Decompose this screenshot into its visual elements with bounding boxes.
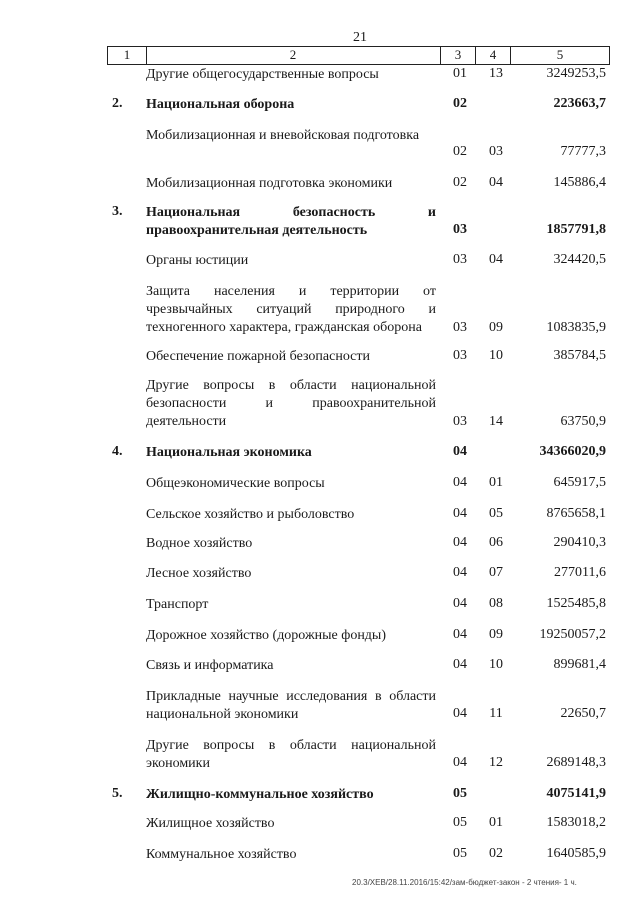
row-section-code: 05 [453, 815, 467, 830]
row-subsection-code: 01 [489, 815, 503, 830]
row-name: Сельское хозяйство и рыболовство [146, 507, 355, 522]
row-section-code: 04 [453, 565, 467, 580]
row-amount: 385784,5 [553, 348, 606, 363]
row-name: Мобилизационная подготовка экономики [146, 176, 393, 191]
row-amount: 8765658,1 [546, 506, 606, 521]
row-name: Водное хозяйство [146, 536, 253, 551]
row-amount: 1583018,2 [546, 815, 606, 830]
row-subsection-code: 07 [489, 565, 503, 580]
row-section-code: 02 [453, 96, 467, 111]
row-name: Другие общегосударственные вопросы [146, 67, 379, 82]
row-subsection-code: 03 [489, 144, 503, 159]
footer-note: 20.3/ХЕВ/28.11.2016/15:42/зам-бюджет-закон - 2 чтения- 1 ч. [352, 878, 577, 887]
row-section-code: 03 [453, 320, 467, 335]
row-subsection-code: 04 [489, 252, 503, 267]
row-subsection-code: 09 [489, 627, 503, 642]
row-name: Лесное хозяйство [146, 566, 252, 581]
row-section-code: 04 [453, 535, 467, 550]
row-subsection-code: 10 [489, 348, 503, 363]
row-amount: 2689148,3 [546, 755, 606, 770]
row-section-code: 04 [453, 444, 467, 459]
row-section-code: 04 [453, 506, 467, 521]
row-name: Мобилизационная и вневойсковая подготовка [146, 128, 420, 143]
header-col-5: 5 [511, 46, 610, 65]
row-amount: 1525485,8 [546, 596, 606, 611]
row-name: Жилищно-коммунальное хозяйство [146, 787, 374, 802]
row-subsection-code: 09 [489, 320, 503, 335]
row-subsection-code: 05 [489, 506, 503, 521]
row-amount: 3249253,5 [546, 66, 606, 81]
row-amount: 22650,7 [560, 706, 606, 721]
row-name: Другие вопросы в области национальной безопасности и правоохранительной деятельности [146, 378, 436, 429]
row-name: Транспорт [146, 597, 209, 612]
row-subsection-code: 01 [489, 475, 503, 490]
row-name: Национальная оборона [146, 97, 295, 112]
row-section-code: 02 [453, 175, 467, 190]
header-col-1: 1 [107, 46, 147, 65]
row-name: Другие вопросы в области национальной экономики [146, 738, 436, 771]
row-amount: 19250057,2 [539, 627, 606, 642]
row-section-code: 05 [453, 846, 467, 861]
row-subsection-code: 11 [489, 706, 503, 721]
row-name: Национальная экономика [146, 445, 312, 460]
row-amount: 34366020,9 [539, 444, 606, 459]
row-amount: 223663,7 [553, 96, 606, 111]
row-subsection-code: 12 [489, 755, 503, 770]
row-name: Коммунальное хозяйство [146, 847, 297, 862]
row-number: 3. [112, 204, 123, 219]
row-subsection-code: 06 [489, 535, 503, 550]
row-subsection-code: 08 [489, 596, 503, 611]
row-amount: 277011,6 [554, 565, 606, 580]
row-name: Защита населения и территории от чрезвычайных ситуаций природного и техногенного характера, гражданская оборона [146, 284, 436, 335]
row-name: Общеэкономические вопросы [146, 476, 325, 491]
row-section-code: 04 [453, 475, 467, 490]
row-section-code: 03 [453, 414, 467, 429]
row-section-code: 03 [453, 348, 467, 363]
row-section-code: 04 [453, 755, 467, 770]
row-name: Обеспечение пожарной безопасности [146, 349, 371, 364]
row-name: Жилищное хозяйство [146, 816, 275, 831]
row-section-code: 02 [453, 144, 467, 159]
row-amount: 290410,3 [553, 535, 606, 550]
row-name: Национальная безопасность и правоохранительная деятельность [146, 205, 436, 238]
row-number: 2. [112, 96, 123, 111]
row-amount: 145886,4 [553, 175, 606, 190]
row-section-code: 03 [453, 252, 467, 267]
row-amount: 1640585,9 [546, 846, 606, 861]
row-amount: 645917,5 [553, 475, 606, 490]
row-section-code: 05 [453, 786, 467, 801]
row-section-code: 04 [453, 706, 467, 721]
row-amount: 63750,9 [560, 414, 606, 429]
row-number: 5. [112, 786, 123, 801]
row-section-code: 04 [453, 657, 467, 672]
row-amount: 4075141,9 [546, 786, 606, 801]
row-amount: 324420,5 [553, 252, 606, 267]
row-amount: 1857791,8 [546, 222, 606, 237]
row-subsection-code: 04 [489, 175, 503, 190]
page-number: 21 [353, 30, 367, 45]
row-section-code: 03 [453, 222, 467, 237]
row-name: Связь и информатика [146, 658, 274, 673]
row-name: Органы юстиции [146, 253, 249, 268]
row-subsection-code: 02 [489, 846, 503, 861]
row-subsection-code: 10 [489, 657, 503, 672]
row-section-code: 04 [453, 596, 467, 611]
row-subsection-code: 14 [489, 414, 503, 429]
header-col-2: 2 [146, 46, 441, 65]
header-col-3: 3 [441, 46, 476, 65]
header-col-4: 4 [476, 46, 511, 65]
row-subsection-code: 13 [489, 66, 503, 81]
row-amount: 1083835,9 [546, 320, 606, 335]
row-name: Дорожное хозяйство (дорожные фонды) [146, 628, 387, 643]
row-section-code: 04 [453, 627, 467, 642]
row-number: 4. [112, 444, 123, 459]
row-section-code: 01 [453, 66, 467, 81]
row-amount: 77777,3 [560, 144, 606, 159]
row-name: Прикладные научные исследования в области национальной экономики [146, 689, 436, 722]
row-amount: 899681,4 [553, 657, 606, 672]
